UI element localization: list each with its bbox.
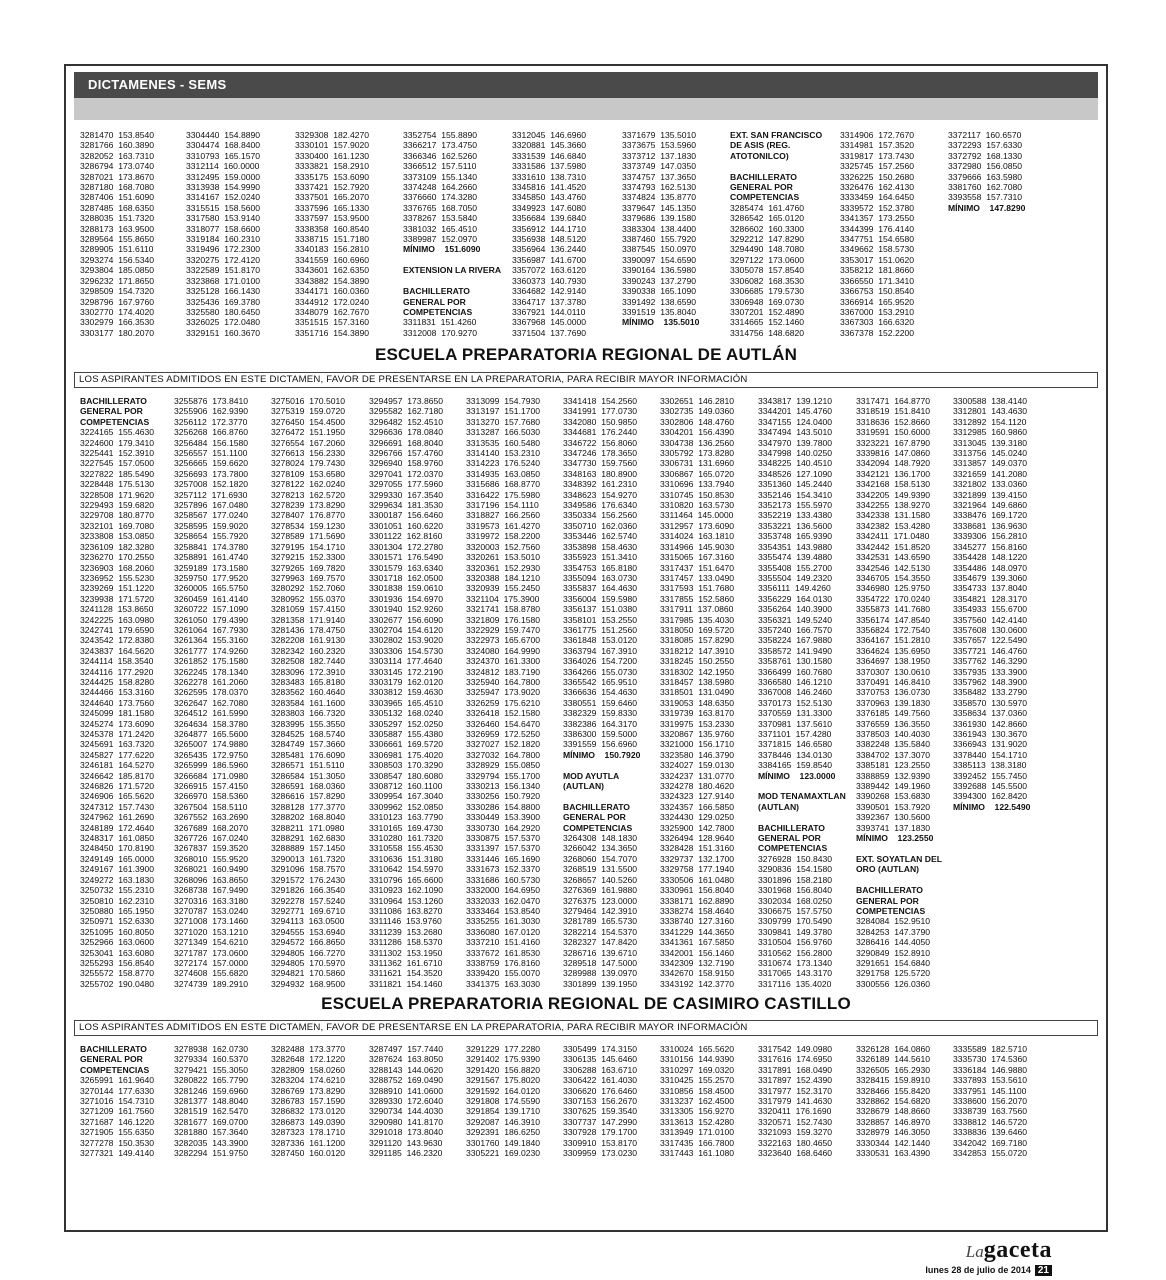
- top-column-3: 3329308 182.4270 3330101 157.9020 3330400 161.1230 3333821 158.2910 3335175 153.6090 3337421 152.7920 3337501 165.2070 3337596 165.1330 3337597 153.9500 3338358 160.8540 3338715 151.7180 3340183 156.2810 3341559 160.6960 3343601 162.6350 3343882 154.3890 3344171 160.0360 3344912 172.0240 3348079 162.7670 3351515 157.3160 3351716 154.3890: [295, 130, 370, 338]
- autlan-column-1: BACHILLERATO GENERAL POR COMPETENCIAS 3224165 155.4630 3224600 179.3410 3225441 152.3910 3227545 157.0500 3227822 185.5490 3228448 175.5130 3228508 171.9620 3229493 159.6820 3229708 180.8770 3232101 169.7080 3233808 153.0850 3236109 182.3280 3236270 170.2550 3236903 168.2060 3236952 155.5230 3239269 151.1220 3239938 171.5720 3241128 153.8650 3242225 163.0980 3242741 179.6590 3243542 172.8380 3243837 164.5620 3244114 158.3540 3244116 177.2920 3244425 158.8280 3244466 153.3160 3244640 173.7560 3245099 181.1580 3245274 173.6090 3245378 171.2420 3245691 163.7320 3245827 177.6220 3246181 164.5270 3246642 185.8170 3246826 171.5720 3246906 165.5620 3247312 157.7430 3247962 161.2690 3248189 172.4640 3248317 161.0850 3248450 170.8190 3249149 165.0000 3249167 161.3900 3249272 163.1830 3250732 155.2310 3250810 162.2310 3250880 165.1950 3250971 152.6330 3251095 160.8050 3252966 163.0600 3253041 163.6080 3255293 156.8540 3255572 158.8770 3255702 190.0480: [80, 396, 155, 989]
- casimiro-column-3: 3282488 173.3770 3282648 172.1220 3282809 158.0260 3283204 174.6210 3286769 173.8290 3286783 157.1590 3286832 173.0120 3286873 149.0390 3287323 178.1710 3287336 161.1200 3287450 160.0120: [271, 1044, 346, 1159]
- casimiro-column-7: 3310024 165.5620 3310156 144.9390 3310297 169.0320 3310425 155.2570 3310856 158.4500 3313237 162.4500 3313305 156.9270 3313613 152.4280 3313949 171.0100 3317435 166.7800 3317443 161.1080: [660, 1044, 735, 1159]
- gaceta-logo: [966, 1237, 1052, 1264]
- top-column-8: 3314906 172.7670 3314981 157.3520 3319817 173.7430 3325745 157.2560 3326225 150.2680 3326476 162.4130 3333459 164.6450 3339572 152.3780 3341357 173.2550 3344399 176.4140 3347751 154.6580 3349662 158.5730 3353017 151.0620 3358212 181.8660 3366550 171.3410 3366753 150.8540 3366914 165.9520 3367000 153.2910 3367303 166.6320 3367378 152.2200: [840, 130, 915, 338]
- autlan-column-7: 3302651 146.2810 3302735 149.0360 3302806 148.4760 3304201 156.4390 3304738 136.2560 3305792 173.8280 3306731 131.6960 3306867 165.0720 3310696 133.7940 3310745 150.8530 3310820 163.5730 3311464 145.0000 3312957 173.6090 3314024 163.1810 3314966 145.9030 3315065 167.3160 3317437 151.6470 3317457 133.0490 3317593 151.7680 3317855 152.5860 3317911 137.0860 3317985 135.4030 3318050 169.5720 3318085 157.8290 3318212 147.3910 3318245 150.2550 3318302 142.1950 3318457 138.5980 3318501 131.0490 3319053 148.6350 3319739 163.8170 3319975 153.2330 3320867 135.9760 3321000 156.1710 3323580 146.3790 3324027 159.0130 3324237 131.0770 3324278 180.4620 3324323 127.9140 3324357 166.5850 3324430 129.0250 3325900 142.7800 3326494 128.9640 3328428 151.3160 3329737 132.1700 3329758 177.1940 3330506 161.0480 3330961 156.8040 3338171 162.8890 3338274 158.4640 3338740 127.3160 3341229 144.3650 3341361 167.5850 3342001 156.1460 3342309 132.7190 3342670 158.9150 3343192 142.3770: [660, 396, 735, 989]
- top-column-2: 3304440 154.8890 3304474 168.8400 3310793 165.1570 3312114 160.0000 3312495 159.0000 3313938 154.9990 3314167 152.0240 3315515 158.5600 3317580 153.9140 3318077 158.6600 3319184 160.2310 3319496 172.2300 3320275 172.4120 3322589 151.8170 3323868 171.0100 3325128 166.1430 3325436 169.3780 3325580 180.6450 3326025 172.0480 3329151 160.3670: [186, 130, 261, 338]
- casimiro-title: ESCUELA PREPARATORIA REGIONAL DE CASIMIRO CASTILLO: [321, 994, 851, 1013]
- autlan-column-5: 3313099 154.7930 3313197 151.1700 3313270 157.7680 3313287 166.5030 3313535 160.5480 3314140 153.2310 3314223 176.5240 3314935 163.0850 3315686 168.8770 3316422 175.5980 3317196 154.1110 3318827 166.2560 3319573 161.4270 3319972 158.2200 3320003 152.7560 3320261 153.5010 3320361 152.2930 3320388 184.1210 3320939 155.2450 3321104 175.3900 3321741 158.8780 3321809 176.1580 3322929 159.7470 3322973 165.6700 3324080 164.9990 3324370 161.3300 3324812 183.7190 3325940 164.7800 3325947 173.9020 3326259 175.6210 3326418 152.1580 3326460 154.6470 3326959 172.5250 3327027 152.1820 3327032 164.7800 3328929 155.0850 3329794 155.1700 3330213 156.1340 3330256 150.7920 3330286 154.8800 3330449 153.3900 3330730 164.2920 3330875 157.5370 3331397 157.5370 3331446 165.1690 3331673 152.3370 3331686 160.5730 3332000 164.6950 3332033 162.0470 3333464 153.8540 3335255 161.3030 3336080 167.0120 3337210 151.4160 3337672 161.8530 3338759 176.8160 3339420 155.0070 3341375 163.3030: [466, 396, 541, 989]
- top-column-7: EXT. SAN FRANCISCO DE ASIS (REG. ATOTONILCO) BACHILLERATO GENERAL POR COMPETENCIAS 3285474 161.4760 3286542 165.0120 3286602 160.3300 3292212 147.8290 3294490 148.7080 3297122 173.0600 3305078 157.8540 3306082 168.3530 3306685 179.5730 3306948 169.0730 3307201 152.4890 3314665 152.1460 3314756 148.6820: [730, 130, 823, 338]
- header-band: [74, 98, 1098, 120]
- casimiro-column-10: 3335589 182.5710 3335730 174.5360 3336184 146.9880 3337893 153.5610 3337951 145.1100 3338600 156.2070 3338739 163.7560 3338812 146.5720 3338836 139.6460 3342042 169.7180 3342853 155.0720: [953, 1044, 1028, 1159]
- page-number: 21: [1035, 1265, 1052, 1276]
- top-column-1: 3281470 153.8540 3281766 160.3890 3282052 163.7310 3286794 173.0740 3287021 173.8670 3287180 168.7080 3287406 151.6090 3287485 168.6350 3288035 151.7320 3288173 163.9500 3289564 155.8650 3289905 151.6110 3293274 156.5340 3293804 185.0850 3296232 171.8650 3298509 154.7320 3298796 167.9760 3302770 174.4020 3302979 166.3530 3303177 180.2070: [80, 130, 155, 338]
- footer-date-line: [925, 1265, 1052, 1276]
- autlan-column-8: 3343817 139.1210 3344201 145.4760 3347155 124.0400 3347494 143.5010 3347970 139.7800 3347998 140.0250 3348225 140.4510 3348526 127.1090 3351360 145.2440 3352146 154.3410 3352173 155.5970 3352219 133.4380 3353221 136.5600 3353748 165.9390 3354351 143.9880 3355474 139.4880 3355408 155.2700 3355504 149.2320 3356111 149.4260 3356229 164.0130 3356264 140.3900 3356321 149.5240 3357240 166.7570 3358224 167.9880 3358572 141.9490 3358761 130.1580 3366499 160.7680 3366580 146.1210 3367008 146.2460 3370173 152.5130 3370559 131.3300 3370981 137.5610 3371101 157.4280 3371815 146.6580 3378446 134.0130 3384165 159.8540 MÍNIMO 123.0000 MOD TENAMAXTLAN (AUTLAN) BACHILLERATO GENERAL POR COMPETENCIAS 3276928 150.8430 3290836 154.1580 3301896 158.2180 3301968 156.8040 3302034 168.0250 3306675 157.5750 3309799 170.5490 3309841 149.3780 3310504 156.9760 3310562 156.2800 3310674 173.1340 3317065 143.3170 3317116 135.4020: [758, 396, 846, 989]
- top-column-6: 3371679 135.5010 3373675 153.5960 3373712 137.1830 3373749 147.0350 3374757 137.3650 3374793 162.5130 3374824 135.8770 3379647 145.1350 3379686 139.1580 3383304 138.4400 3387460 155.7920 3387545 150.0970 3390097 154.6590 3390164 136.5980 3390243 137.2790 3390338 165.1090 3391492 138.6590 3391519 135.8040 MÍNIMO 135.5010: [622, 130, 700, 328]
- casimiro-column-2: 3278938 162.0730 3279334 160.5370 3279421 155.3050 3280822 165.7790 3281246 159.6960 3281377 148.8040 3281519 162.5470 3281677 169.0700 3281880 157.3640 3282035 143.3900 3282294 151.9750: [174, 1044, 249, 1159]
- autlan-title: ESCUELA PREPARATORIA REGIONAL DE AUTLÁN: [374, 345, 798, 364]
- casimiro-column-9: 3326128 164.0860 3326189 144.5610 3326505 165.2930 3328415 159.8910 3328466 155.8420 3328862 154.6820 3328679 148.8660 3328857 146.8970 3328979 146.3050 3330344 142.1440 3330531 163.4390: [856, 1044, 931, 1159]
- autlan-column-2: 3255876 173.8410 3255906 162.9390 3256112 172.3770 3256268 166.8760 3256484 156.1580 3256557 151.1100 3256665 159.6620 3256693 173.7800 3257008 152.1820 3257112 171.6930 3257896 167.0480 3258567 177.0240 3258595 159.9020 3258654 155.7920 3258841 174.3780 3258891 161.4740 3259189 173.1580 3259750 177.9520 3260005 165.5750 3260459 161.4140 3260722 157.1090 3261050 179.4390 3261064 167.7930 3261364 155.3160 3261777 174.9260 3261852 175.1580 3262245 178.1340 3262278 161.2060 3262595 178.0370 3262647 162.7080 3264512 161.5990 3264634 158.3780 3264877 165.5600 3265007 174.9880 3265435 172.9750 3265999 186.5960 3266684 171.0980 3266915 157.4150 3266970 158.5360 3267504 158.5110 3267552 163.2690 3267689 168.2070 3267726 167.0240 3267837 159.3520 3268010 155.9520 3268021 160.9490 3268096 163.8650 3268738 167.9490 3270316 163.3180 3270787 153.0240 3271008 173.1460 3271020 153.1210 3271349 154.6210 3271787 173.0600 3272174 157.0000 3274608 155.6820 3274739 189.2910: [174, 396, 249, 989]
- casimiro-note: LOS ASPIRANTES ADMITIDOS EN ESTE DICTAMEN, FAVOR DE PRESENTARSE EN LA PREPARATORIA, PARA RECIBIR MAYOR INFORMACIÓN: [74, 1020, 1098, 1036]
- casimiro-column-6: 3305499 174.3150 3306135 145.6460 3306288 163.6710 3306422 161.4030 3306620 176.6460 3307153 156.2670 3307625 159.3540 3307737 147.2990 3307928 179.1700 3309910 153.8170 3309959 173.0230: [563, 1044, 638, 1159]
- top-column-9: 3372117 160.6570 3372293 157.6330 3372792 168.1330 3372980 156.0850 3379666 163.5980 3381760 162.7080 3393558 157.7310 MÍNIMO 147.8290: [948, 130, 1026, 213]
- autlan-column-9: 3317471 164.8770 3318519 151.8410 3318636 152.8660 3319591 150.6000 3323221 167.8790 3339816 147.0860 3342094 148.7920 3342121 136.1700 3342168 158.5130 3342205 149.9390 3342255 138.9270 3342338 131.1580 3342382 153.4280 3342411 171.0480 3342442 151.8520 3342531 143.6590 3342546 142.5130 3346705 154.3550 3346980 125.9750 3354722 170.0240 3355873 141.7680 3356174 147.8540 3356824 172.7540 3364167 151.2810 3364624 135.6950 3364697 138.1950 3370307 130.0610 3370491 146.8410 3370753 136.0730 3370963 139.1830 3376185 149.7560 3376559 136.3550 3378503 140.4030 3382248 135.5840 3384702 137.3070 3385181 123.2550 3388859 132.9390 3389442 149.1960 3390268 153.6830 3390501 153.7920 3392367 130.5600 3393741 137.1830 MÍNIMO 123.2550 EXT. SOYATLAN DEL ORO (AUTLAN) BACHILLERATO GENERAL POR COMPETENCIAS 3284084 152.9510 3284253 147.3790 3286416 144.4050 3290849 152.8910 3291651 154.6840 3291758 125.5720 3300556 126.0360: [856, 396, 942, 989]
- autlan-column-3: 3275016 170.5010 3275319 159.0720 3276450 154.4500 3276472 151.1950 3276554 167.2060 3276613 156.2330 3278024 179.7430 3278109 153.6580 3278122 162.0240 3278213 162.5720 3278239 173.8290 3278407 176.8770 3278534 159.1230 3278589 171.5690 3279195 154.1710 3279215 152.3300 3279265 169.7820 3279963 169.7570 3280292 152.7060 3280952 155.0370 3281059 157.4150 3281358 171.9140 3281436 178.4750 3282208 161.9130 3282342 160.2320 3282508 182.7440 3283096 172.3910 3283483 165.8180 3283562 160.4640 3283584 161.1600 3283803 166.7320 3283995 155.3550 3284525 168.5740 3284749 157.3660 3285481 176.6090 3286571 151.5110 3286584 151.3050 3286591 168.0360 3286616 157.8290 3288128 177.3770 3288202 168.8040 3288211 171.0980 3288291 162.6830 3288889 157.1450 3290013 161.7320 3291096 158.7570 3291572 176.2430 3291826 166.3540 3292278 157.5240 3292771 169.6710 3294113 163.0500 3294555 153.6940 3294572 166.8650 3294805 166.7270 3294805 170.5970 3294821 170.5860 3294932 168.9500: [271, 396, 346, 989]
- autlan-column-6: 3341418 154.2560 3341991 177.0730 3342080 150.9850 3344681 176.2440 3346722 156.8060 3347246 178.3650 3347730 159.7560 3348163 180.8900 3348392 161.2310 3348623 154.9270 3349586 176.6340 3350334 156.2560 3350710 162.0360 3353446 162.5740 3353898 158.4630 3355923 151.3410 3354753 165.8180 3355094 163.0730 3355837 164.4630 3356004 159.5980 3356137 151.0380 3358101 153.2550 3361775 151.2560 3361848 153.0120 3363794 167.3910 3364026 154.7200 3364266 155.0730 3365542 165.9510 3366636 154.4630 3380551 159.6460 3382329 159.8330 3382386 164.3170 3386300 159.5000 3391559 156.6960 MÍNIMO 150.7920 MOD AYUTLA (AUTLAN) BACHILLERATO GENERAL POR COMPETENCIAS 3264308 148.1830 3266042 134.3650 3268060 154.7070 3268519 131.5500 3268657 140.5260 3276369 161.9880 3276375 123.0000 3279464 142.3910 3281789 165.5730 3282214 154.5370 3282327 147.8420 3286716 139.6710 3289518 147.5000 3289988 139.0970 3301899 139.1950: [563, 396, 641, 989]
- autlan-column-4: 3294957 173.8650 3295582 162.7180 3296482 152.4510 3296636 178.0840 3296691 168.8040 3296766 157.4760 3296940 158.9760 3297041 172.0370 3297055 177.5960 3299330 167.3540 3299634 181.3530 3300187 156.6460 3301051 160.6220 3301122 162.8160 3301304 172.2780 3301571 176.5490 3301579 163.6340 3301718 162.0500 3301838 159.0610 3301936 154.6970 3301940 152.9260 3302677 156.6090 3302704 154.6120 3302802 153.9020 3303306 154.5730 3303114 177.4640 3303145 172.2190 3303179 162.0120 3303812 159.4630 3303965 165.4510 3305132 168.0240 3305297 152.0250 3305887 155.4380 3306661 169.5720 3306981 175.4020 3308503 170.3290 3308547 180.6080 3308712 160.1100 3309954 167.3040 3309962 152.0850 3310123 163.7790 3310165 169.4730 3310280 161.7320 3310558 155.4530 3310636 151.3180 3310642 154.5970 3310796 165.6600 3310923 162.1090 3310964 153.1260 3311086 163.8270 3311146 153.9760 3311239 153.2680 3311286 158.5370 3311302 153.1950 3311362 161.6710 3311621 154.3520 3311821 154.1460: [369, 396, 444, 989]
- section-header: DICTAMENES - SEMS: [74, 72, 1098, 98]
- casimiro-column-4: 3287497 157.7440 3287624 163.8050 3288143 144.0620 3288752 169.0490 3288910 141.0600 3289330 172.6040 3290734 144.4030 3290980 141.8170 3291018 173.8040 3291120 143.9630 3291185 146.2320: [369, 1044, 444, 1159]
- top-column-5: 3312045 146.6960 3320881 145.3660 3331539 146.6840 3331586 137.5980 3331610 138.7310 3345816 141.4520 3345850 143.4760 3349923 147.6080 3356684 139.6840 3356912 144.1710 3356938 148.5120 3356964 136.2440 3356987 141.6700 3357072 163.6120 3360373 140.7930 3364682 142.9140 3364717 137.3780 3367921 144.0110 3367968 145.0000 3371504 137.7690: [512, 130, 587, 338]
- casimiro-column-8: 3317542 149.0980 3317616 174.6950 3317891 168.0490 3317897 152.4390 3317977 152.3170 3317979 141.4630 3320411 176.1690 3320571 152.7430 3321093 159.3270 3322163 180.4650 3323640 168.6460: [758, 1044, 833, 1159]
- issue-date: lunes 28 de julio de 2014: [925, 1265, 1031, 1275]
- top-column-4: 3352754 155.8890 3366217 173.4750 3366346 162.5260 3366512 157.5110 3373109 155.1340 3374248 164.2660 3376660 174.3280 3376765 168.7050 3378267 153.5840 3381032 165.4510 3389987 152.0970 MÍNIMO 151.6090 EXTENSION LA RIVERA BACHILLERATO GENERAL POR COMPETENCIAS 3311831 151.4260 3312008 170.9270: [403, 130, 502, 338]
- logo-name: gaceta: [983, 1237, 1052, 1263]
- logo-la: La: [965, 1242, 984, 1261]
- autlan-column-10: 3300588 138.4140 3312801 143.4630 3312892 154.1120 3312985 160.9860 3313045 139.3180 3313756 145.0240 3313857 149.0370 3321659 141.2080 3321802 133.0360 3321899 139.4150 3321964 149.6860 3338476 169.1720 3338681 136.9630 3339306 156.2810 3345277 156.8160 3354428 148.1220 3354486 148.0970 3354679 139.3060 3354733 137.8040 3354821 128.3170 3354933 155.6700 3357560 142.4140 3357608 130.0600 3357657 122.5490 3357721 146.4760 3357762 146.3290 3357935 133.3900 3357962 148.3900 3358482 133.2790 3358570 130.5970 3358634 137.0360 3361930 142.8660 3361943 130.3670 3366943 131.9020 3378440 154.1710 3385113 138.3180 3392452 155.7450 3392688 145.5500 3394300 162.8420 MÍNIMO 122.5490: [953, 396, 1031, 812]
- casimiro-column-1: BACHILLERATO GENERAL POR COMPETENCIAS 3265991 161.9640 3270144 177.6330 3271016 154.7310 3271209 161.7560 3271687 146.1220 3271905 155.6350 3277278 150.3530 3277321 149.4140: [80, 1044, 155, 1159]
- autlan-note: LOS ASPIRANTES ADMITIDOS EN ESTE DICTAMEN, FAVOR DE PRESENTARSE EN LA PREPARATORIA, PARA RECIBIR MAYOR INFORMACIÓN: [74, 372, 1098, 388]
- casimiro-column-5: 3291229 177.2280 3291402 175.9390 3291420 156.8820 3291567 175.8020 3291592 164.0120 3291808 174.5590 3291854 139.1710 3292087 146.3910 3292391 186.6250 3301760 149.1840 3305221 169.0230: [466, 1044, 541, 1159]
